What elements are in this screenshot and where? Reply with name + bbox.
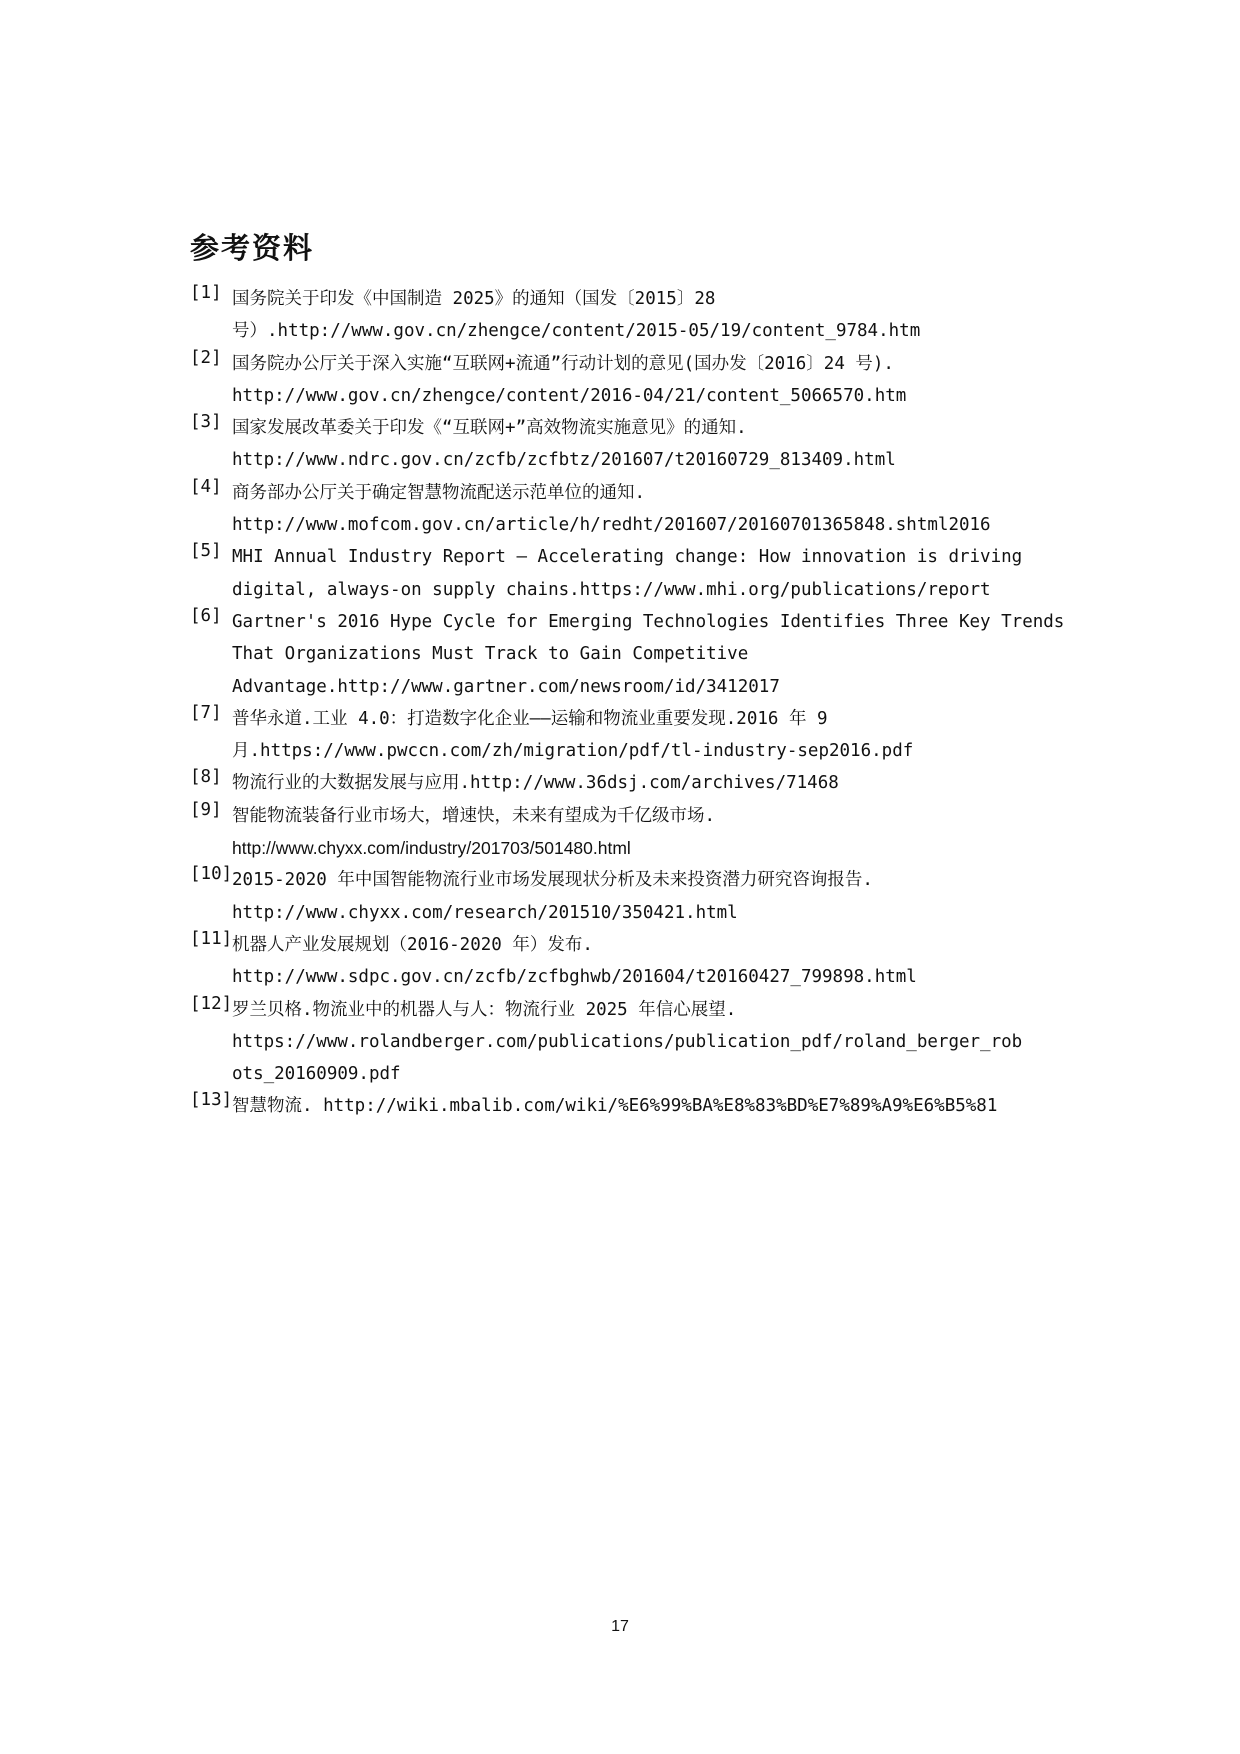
reference-number: [1] — [190, 283, 222, 303]
reference-text: 罗兰贝格.物流业中的机器人与人：物流行业 2025 年信心展望. — [232, 999, 737, 1020]
reference-list — [190, 283, 1070, 1123]
reference-text: 智能物流装备行业市场大，增速快，未来有望成为千亿级市场. — [232, 805, 716, 826]
reference-number: [4] — [190, 476, 222, 497]
reference-text: Gartner's 2016 Hype Cycle for Emerging Technologies Identifies Three Key Trends — [232, 611, 1065, 632]
reference-item — [190, 800, 1070, 865]
reference-number: [2] — [190, 347, 222, 368]
reference-text: 普华永道.工业 4.0：打造数字化企业——运输和物流业重要发现.2016 年 9 — [232, 708, 828, 729]
reference-url[interactable]: http://www.chyxx.com/industry/201703/501480.html — [232, 838, 631, 859]
reference-item — [190, 1090, 1070, 1122]
reference-text: MHI Annual Industry Report – Accelerating change: How innovation is driving — [232, 547, 1023, 568]
reference-text: 2015-2020 年中国智能物流行业市场发展现状分析及未来投资潜力研究咨询报告. — [232, 870, 873, 891]
reference-text: That Organizations Must Track to Gain Competitive — [232, 644, 749, 665]
reference-number: [13] — [190, 1090, 233, 1111]
reference-url[interactable]: http://www.sdpc.gov.cn/zcfb/zcfbghwb/201604/t20160427_799898.html — [232, 967, 917, 988]
reference-url[interactable]: 月.https://www.pwccn.com/zh/migration/pdf/tl-industry-sep2016.pdf — [232, 741, 914, 762]
reference-url[interactable]: http://www.chyxx.com/research/201510/350421.html — [232, 902, 738, 923]
reference-item — [190, 864, 1070, 929]
reference-item — [190, 703, 1070, 768]
reference-number: [3] — [190, 412, 222, 433]
reference-number: [5] — [190, 541, 222, 562]
reference-item — [190, 412, 1070, 477]
section-heading: 参考资料 — [190, 231, 315, 265]
reference-item — [190, 767, 1070, 799]
reference-url[interactable]: http://www.ndrc.gov.cn/zcfb/zcfbtz/201607/t20160729_813409.html — [232, 450, 896, 471]
reference-text[interactable]: digital, always-on supply chains.https://www.mhi.org/publications/report — [232, 579, 991, 600]
reference-item — [190, 541, 1070, 606]
reference-number: [7] — [190, 702, 222, 723]
reference-number: [8] — [190, 767, 222, 788]
reference-url[interactable]: Advantage.http://www.gartner.com/newsroom/id/3412017 — [232, 676, 780, 697]
reference-url[interactable]: 号）.http://www.gov.cn/zhengce/content/2015-05/19/content_9784.htm — [232, 321, 921, 342]
reference-item — [190, 477, 1070, 542]
page-number: 17 — [611, 1618, 629, 1635]
reference-text: 机器人产业发展规划（2016-2020 年）发布. — [232, 934, 593, 955]
reference-item — [190, 994, 1070, 1091]
reference-number: [12] — [190, 993, 233, 1014]
reference-url[interactable]: 物流行业的大数据发展与应用.http://www.36dsj.com/archives/71468 — [232, 773, 839, 794]
reference-text: 国务院办公厅关于深入实施“互联网+流通”行动计划的意见(国办发〔2016〕24 号). — [232, 353, 894, 374]
reference-item — [190, 283, 1070, 348]
reference-text: 商务部办公厅关于确定智慧物流配送示范单位的通知. — [232, 482, 646, 503]
reference-item — [190, 929, 1070, 994]
reference-number: [10] — [190, 864, 233, 885]
reference-text: 国务院关于印发《中国制造 2025》的通知（国发〔2015〕28 — [232, 289, 716, 309]
reference-item — [190, 348, 1070, 413]
reference-url[interactable]: ots_20160909.pdf — [232, 1064, 401, 1085]
reference-url[interactable]: http://www.gov.cn/zhengce/content/2016-04/21/content_5066570.htm — [232, 385, 907, 406]
reference-url[interactable]: https://www.rolandberger.com/publications/publication_pdf/roland_berger_rob — [232, 1031, 1023, 1052]
reference-url[interactable]: http://www.mofcom.gov.cn/article/h/redht/201607/20160701365848.shtml2016 — [232, 515, 991, 536]
reference-number: [11] — [190, 928, 233, 949]
reference-number: [9] — [190, 799, 222, 820]
reference-text: 国家发展改革委关于印发《“互联网+”高效物流实施意见》的通知. — [232, 418, 747, 439]
reference-url[interactable]: 智慧物流. http://wiki.mbalib.com/wiki/%E6%99%BA%E8%83%BD%E7%89%A9%E6%B5%81 — [232, 1096, 998, 1117]
reference-item — [190, 606, 1070, 703]
reference-number: [6] — [190, 605, 222, 626]
